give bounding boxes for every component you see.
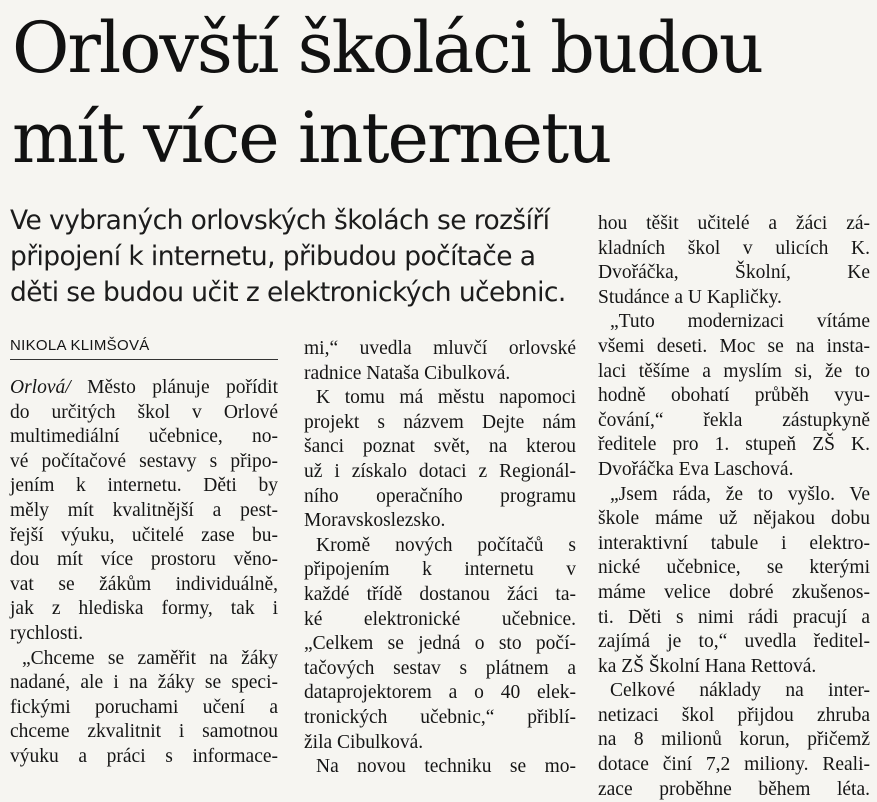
column-line: měly mít kvalitnější a pest- bbox=[10, 499, 278, 521]
column-line: máme velice dobré zkušenos- bbox=[598, 581, 870, 603]
column-line: K tomu má městu napomoci bbox=[316, 387, 576, 409]
column-line: vé počítačové sestavy s připo- bbox=[10, 450, 278, 472]
column-line: výuku a práci s informace- bbox=[10, 745, 278, 767]
column-line: řejší výuku, učitelé zase bu- bbox=[10, 524, 278, 546]
column-line: multimediální učebnice, no- bbox=[10, 426, 278, 448]
column-line: zace proběhne během léta. bbox=[598, 778, 870, 800]
column-line: mi,“ uvedla mluvčí orlovské bbox=[304, 338, 576, 359]
column-line: ti. Děti s nimi rádi pracují a bbox=[598, 606, 870, 628]
column-line: na 8 milionů korun, přičemž bbox=[598, 729, 870, 751]
column-line: hou těšit učitelé a žáci zá- bbox=[598, 213, 870, 234]
column-line: „Tuto modernizaci vítáme bbox=[610, 311, 870, 333]
column-line: už i získalo dotaci z Regionál- bbox=[304, 460, 576, 482]
dateline: Orlová/ bbox=[10, 377, 71, 398]
column-line: připojením k internetu v bbox=[304, 559, 576, 581]
column-line: interaktivní tabule i elektro- bbox=[598, 532, 870, 554]
column-line: nické učebnice, se kterými bbox=[598, 557, 870, 579]
lead-line: připojení k internetu, přibudou počítače a bbox=[10, 241, 536, 272]
column-line: netizaci škol přijdou zhruba bbox=[598, 704, 870, 726]
column-line: kladních škol v ulicích K. bbox=[598, 237, 870, 259]
column-line: zajímá je to,“ uvedla ředitel- bbox=[598, 631, 870, 653]
column-line: ka ZŠ Školní Hana Rettová. bbox=[598, 655, 817, 677]
column-line: Dvořáčka Eva Laschová. bbox=[598, 458, 794, 480]
column-line: Moravskoslezsko. bbox=[304, 510, 446, 532]
column-line: škole máme už nějakou dobu bbox=[598, 508, 870, 530]
column-line: laci těšíme a myslím si, že to bbox=[598, 360, 870, 382]
column-line: Celkové náklady na inter- bbox=[610, 680, 870, 702]
column-line: tronických učebnic,“ přiblí- bbox=[304, 706, 576, 728]
column-line: Dvořáčka, Školní, Ke bbox=[598, 262, 870, 284]
column-line: Na novou techniku se mo- bbox=[316, 756, 576, 778]
column-line: ního operačního programu bbox=[304, 485, 576, 507]
column-line: chceme zkvalitnit i samotnou bbox=[10, 721, 278, 743]
column-line: projekt s názvem Dejte nám bbox=[304, 411, 576, 433]
article-column-1 bbox=[10, 376, 278, 770]
lead-line: Ve vybraných orlovských školách se rozšíří bbox=[10, 205, 550, 236]
column-line: ředitele pro 1. stupeň ZŠ K. bbox=[598, 434, 870, 456]
lead-paragraph bbox=[10, 203, 590, 311]
column-line: fickými poruchami učení a bbox=[10, 696, 278, 718]
column-line: do určitých škol v Orlové bbox=[10, 401, 278, 423]
column-line: Studánce a U Kapličky. bbox=[598, 286, 782, 308]
column-line: dotace činí 7,2 miliony. Reali- bbox=[598, 754, 870, 776]
column-line: dataprojektorem a o 40 elek- bbox=[304, 682, 576, 704]
column-line: Kromě nových počítačů s bbox=[316, 534, 576, 556]
column-line: žila Cibulková. bbox=[304, 731, 424, 753]
headline-line-1: Orlovští školáci budou bbox=[12, 7, 762, 89]
column-line: tačových sestav s plátnem a bbox=[304, 657, 576, 679]
article-column-2 bbox=[304, 337, 576, 780]
column-line: hodně obohatí průběh vyu- bbox=[598, 385, 870, 407]
column-line: „Chceme se zaměřit na žáky bbox=[22, 647, 278, 669]
headline-line-2: mít více internetu bbox=[12, 97, 611, 179]
column-line: radnice Nataša Cibulková. bbox=[304, 362, 511, 384]
column-line: dou mít více prostoru věno- bbox=[10, 549, 278, 571]
column-line bbox=[10, 376, 278, 401]
byline: NIKOLA KLIMŠOVÁ bbox=[10, 337, 278, 360]
column-line: nadané, ale i na žáky se speci- bbox=[10, 672, 278, 694]
column-line: všemi deseti. Moc se na insta- bbox=[598, 335, 870, 357]
column-line: vat se žákům individuálně, bbox=[10, 573, 278, 595]
article-column-3 bbox=[598, 212, 870, 802]
column-line: „Celkem se jedná o sto počí- bbox=[304, 633, 576, 655]
column-line: rychlosti. bbox=[10, 622, 84, 644]
column-line: šanci poznat svět, na kterou bbox=[304, 436, 576, 458]
column-line: každé třídě dostanou žáci ta- bbox=[304, 583, 576, 605]
column-line: čování,“ řekla zástupkyně bbox=[598, 409, 870, 431]
column-line: ké elektronické učebnice. bbox=[304, 608, 576, 630]
column-line-text: Město plánuje pořídit bbox=[87, 377, 278, 398]
lead-line: děti se budou učit z elektronických učebnic. bbox=[10, 277, 566, 308]
column-line: jením k internetu. Děti by bbox=[10, 475, 278, 497]
column-line: „Jsem ráda, že to vyšlo. Ve bbox=[610, 483, 870, 505]
column-line: jak z hlediska formy, tak i bbox=[10, 598, 278, 620]
